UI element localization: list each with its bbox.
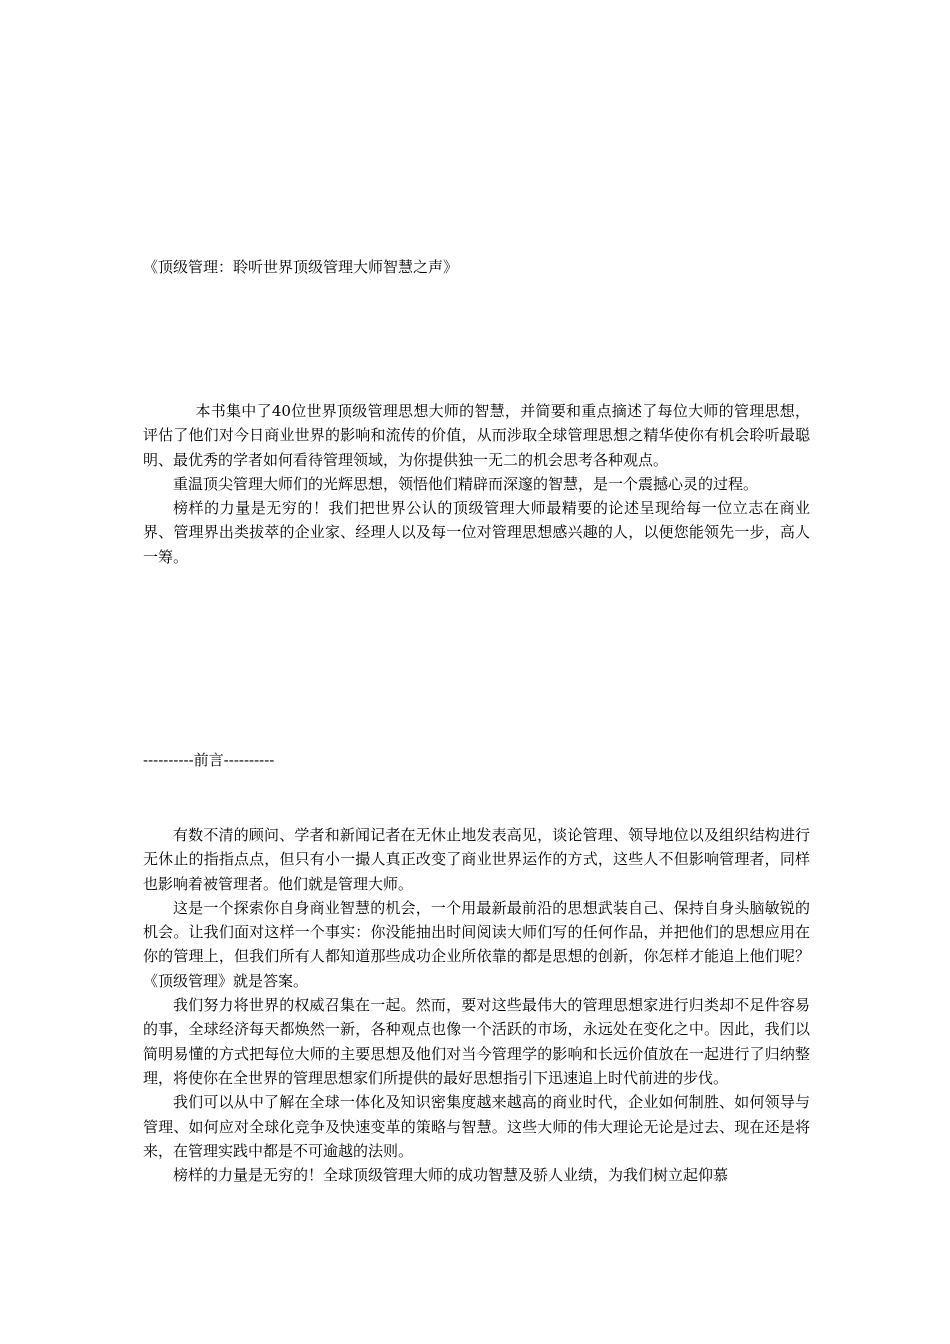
preface-paragraph: 有数不清的顾问、学者和新闻记者在无休止地发表高见，谈论管理、领导地位以及组织结构进行无休止的指指点点，但只有小一撮人真正改变了商业世界运作的方式，这些人不但影响管理者，同样也影响着被管理者。他们就是管理大师。 xyxy=(143,826,810,893)
intro-paragraph: 榜样的力量是无穷的！我们把世界公认的顶级管理大师最精要的论述呈现给每一位立志在商业界、管理界出类拔萃的企业家、经理人以及每一位对管理思想感兴趣的人，以便您能领先一步，高人一筹。 xyxy=(143,499,810,566)
intro-paragraph: 本书集中了40位世界顶级管理思想大师的智慧，并简要和重点摘述了每位大师的管理思想，评估了他们对今日商业世界的影响和流传的价值，从而涉取全球管理思想之精华使你有机会聆听最聪明、最优秀的学者如何看待管理领域，为你提供独一无二的机会思考各种观点。 xyxy=(143,402,810,469)
intro-paragraph: 重温顶尖管理大师们的光辉思想，领悟他们精辟而深邃的智慧，是一个震撼心灵的过程。 xyxy=(173,474,759,493)
preface-heading: ----------前言---------- xyxy=(143,751,275,769)
preface-paragraph: 我们努力将世界的权威召集在一起。然而，要对这些最伟大的管理思想家进行归类却不足件容易的事，全球经济每天都焕然一新，各种观点也像一个活跃的市场，永远处在变化之中。因此，我们以简明易懂的方式把每位大师的主要思想及他们对当今管理学的影响和长远价值放在一起进行了归纳整理，将使你在全世界的管理思想家们所提供的最好思想指引下迅速追上时代前进的步伐。 xyxy=(143,996,810,1087)
preface-paragraph: 榜样的力量是无穷的！全球顶级管理大师的成功智慧及骄人业绩，为我们树立起仰慕 xyxy=(173,1166,729,1185)
intro-section xyxy=(143,399,810,569)
document-title: 《顶级管理：聆听世界顶级管理大师智慧之声》 xyxy=(143,258,459,276)
preface-section xyxy=(143,823,810,1187)
preface-paragraph: 这是一个探索你自身商业智慧的机会，一个用最新最前沿的思想武装自己、保持自身头脑敏锐的机会。让我们面对这样一个事实：你没能抽出时间阅读大师们写的任何作品，并把他们的思想应用在你的管理上，但我们所有人都知道那些成功企业所依靠的都是思想的创新，你怎样才能追上他们呢？《顶级管理》就是答案。 xyxy=(143,898,810,990)
preface-paragraph: 我们可以从中了解在全球一体化及知识密集度越来越高的商业时代，企业如何制胜、如何领导与管理、如何应对全球化竞争及快速变革的策略与智慧。这些大师的伟大理论无论是过去、现在还是将来，在管理实践中都是不可逾越的法则。 xyxy=(143,1093,810,1160)
